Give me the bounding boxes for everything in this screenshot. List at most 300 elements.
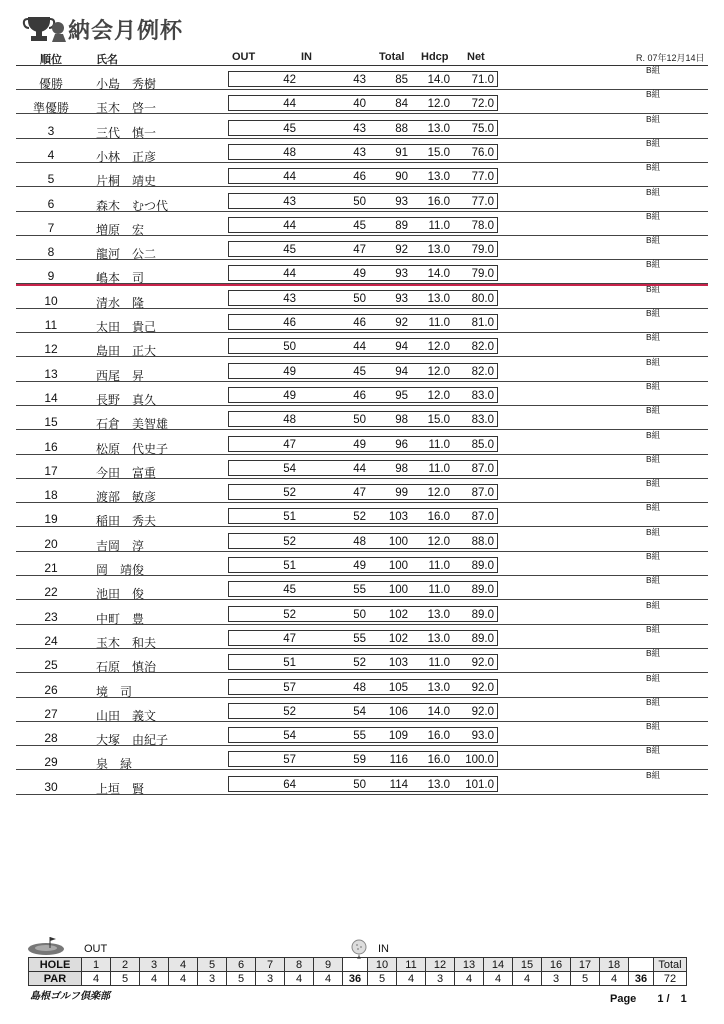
total-score: 114 [389,778,408,791]
hole-number: 16 [542,958,571,972]
net-score: 79.0 [471,268,494,281]
group-label: B組 [646,65,661,75]
group-label: B組 [646,696,661,707]
player-name: 三代 慎一 [96,125,157,140]
hole-number: 5 [198,958,227,972]
hole-number: 17 [571,958,600,972]
out-score: 46 [283,317,296,329]
group-label: B組 [646,308,661,318]
total-score: 96 [395,438,408,451]
group-label: B組 [646,599,661,610]
hdcp-value: 13.0 [427,778,450,791]
result-row [0,309,724,333]
net-score: 77.0 [471,195,494,208]
in-score: 50 [353,608,366,621]
group-label: B組 [646,648,661,659]
player-name: 龍河 公二 [96,247,157,262]
hole-par: 5 [368,972,397,986]
player-name: 玉木 和夫 [96,635,157,650]
player-name: 島田 正大 [96,344,157,359]
net-score: 92.0 [471,705,494,718]
group-label: B組 [646,623,661,634]
total-label: Total [654,958,687,972]
page-label: Page [610,993,637,1005]
in-score: 46 [353,317,366,329]
out-score: 54 [283,462,296,475]
in-score: 40 [353,98,366,111]
net-score: 92.0 [471,657,494,670]
out-score: 44 [283,171,296,184]
hdcp-value: 11.0 [428,560,450,572]
out-score: 52 [283,535,296,548]
par-label: PAR [29,972,82,986]
net-score: 71.0 [471,74,494,86]
out-subtotal-spacer [343,958,368,972]
group-label: B組 [646,551,661,561]
hdcp-value: 12.0 [427,389,450,402]
rank-cell: 26 [44,682,58,697]
hdcp-value: 13.0 [427,608,450,621]
hole-number: 11 [397,958,426,972]
out-score: 64 [283,778,296,791]
rank-cell: 3 [47,123,55,138]
hdcp-value: 12.0 [427,341,450,354]
rank-cell: 準優勝 [32,101,69,116]
result-row [0,552,724,576]
hole-par: 3 [256,972,285,986]
result-row [0,722,724,746]
total-score: 92 [395,317,408,329]
hole-row [29,958,687,972]
group-label: B組 [646,332,661,343]
hole-par: 3 [426,972,455,986]
out-score: 44 [283,219,296,232]
hole-par: 4 [82,972,111,986]
hole-number: 4 [169,958,198,972]
out-score: 49 [283,365,296,378]
result-row [0,479,724,503]
in-score: 45 [353,219,366,232]
player-name: 岡 靖俊 [96,563,145,577]
out-score: 45 [283,122,296,135]
player-name: 今田 富重 [96,465,157,480]
rank-cell: 7 [47,220,55,235]
rank-cell: 9 [47,269,55,284]
in-score: 52 [353,511,366,524]
player-name: 清水 隆 [96,295,145,310]
result-row [0,576,724,600]
hdcp-value: 11.0 [428,438,450,451]
net-score: 92.0 [471,681,494,694]
result-row [0,746,724,770]
hole-par: 4 [513,972,542,986]
out-score: 54 [283,730,296,743]
player-name: 大塚 由紀子 [96,733,169,748]
net-score: 88.0 [471,535,494,548]
group-label: B組 [646,526,661,537]
player-name: 嶋本 司 [96,271,145,286]
rank-cell: 30 [44,779,58,794]
player-name: 上垣 賢 [96,781,145,796]
total-score: 100 [388,535,408,548]
in-score: 47 [353,487,366,500]
hole-number: 12 [426,958,455,972]
in-score: 48 [353,681,366,694]
net-score: 89.0 [471,560,494,572]
col-header-name: 氏名 [96,54,118,66]
in-score: 44 [353,341,366,354]
course-par-table [28,957,687,986]
in-score: 49 [353,560,366,572]
total-score: 94 [395,365,408,378]
player-name: 森木 むつ代 [96,198,169,213]
result-row [0,625,724,649]
result-row [0,115,724,139]
in-score: 48 [353,535,366,548]
player-name: 渡部 敏彦 [96,490,157,505]
rank-cell: 14 [44,390,58,405]
rank-cell: 優勝 [38,77,63,91]
out-label: OUT [84,943,108,955]
hole-par: 4 [140,972,169,986]
hdcp-value: 11.0 [428,219,450,232]
total-score: 93 [395,195,408,208]
net-score: 79.0 [471,244,494,257]
result-row [0,601,724,625]
rank-cell: 21 [44,561,58,575]
total-score: 91 [395,146,408,159]
rank-cell: 6 [47,196,55,211]
total-score: 109 [388,730,408,743]
net-score: 93.0 [471,730,494,743]
hdcp-value: 12.0 [427,365,450,378]
result-row [0,698,724,722]
rank-cell: 29 [44,755,58,770]
total-score: 99 [395,487,408,500]
result-row [0,163,724,187]
hole-number: 14 [484,958,513,972]
rank-cell: 22 [44,585,58,600]
out-score: 47 [283,438,296,451]
player-name: 中町 豊 [96,611,145,626]
hole-par: 4 [600,972,629,986]
hdcp-value: 13.0 [427,681,450,694]
hdcp-value: 11.0 [428,584,450,597]
out-score: 45 [283,584,296,597]
net-score: 89.0 [471,584,494,597]
rank-cell: 5 [47,172,55,187]
total-score: 100 [388,584,408,597]
total-score: 98 [395,414,408,427]
hole-par: 4 [455,972,484,986]
in-score: 46 [353,389,366,402]
hdcp-value: 11.0 [428,462,450,475]
hole-par: 5 [111,972,140,986]
hdcp-value: 14.0 [427,705,450,718]
in-score: 43 [353,74,366,86]
golf-green-icon [26,934,70,956]
out-score: 52 [283,487,296,500]
hole-number: 1 [82,958,111,972]
total-score: 84 [395,98,408,111]
out-score: 57 [283,681,296,694]
hdcp-value: 14.0 [427,74,450,86]
rank-cell: 10 [44,293,58,308]
total-score: 105 [388,681,408,694]
hole-number: 8 [285,958,314,972]
rank-cell: 11 [44,318,58,332]
par-row [29,972,687,986]
total-score: 100 [388,560,408,572]
hole-number: 18 [600,958,629,972]
col-header-in: IN [301,51,312,63]
rank-cell: 27 [44,706,58,721]
cut-line [16,284,708,286]
hole-par: 5 [571,972,600,986]
group-label: B組 [646,380,661,391]
net-score: 83.0 [471,414,494,427]
hdcp-value: 16.0 [427,730,450,743]
hole-number: 6 [227,958,256,972]
out-score: 51 [283,657,296,670]
in-score: 50 [353,414,366,427]
net-score: 82.0 [471,341,494,354]
net-score: 82.0 [471,365,494,378]
group-label: B組 [646,721,661,732]
result-row [0,90,724,114]
out-score: 52 [283,705,296,718]
rank-cell: 28 [44,731,58,746]
group-label: B組 [646,137,661,148]
hole-par: 5 [227,972,256,986]
rank-cell: 16 [44,439,58,454]
net-score: 85.0 [471,438,494,451]
hdcp-value: 16.0 [427,754,450,767]
net-score: 76.0 [471,146,494,159]
total-score: 85 [395,74,408,86]
hdcp-value: 15.0 [427,414,450,427]
hole-number: 13 [455,958,484,972]
rank-cell: 18 [44,488,58,503]
page-title: 納会月例杯 [68,19,184,44]
player-name: 松原 代史子 [96,441,169,456]
rank-cell: 24 [44,633,58,648]
in-score: 50 [353,195,366,208]
page-indicator [610,990,687,1006]
net-score: 101.0 [465,778,494,791]
hole-number: 9 [314,958,343,972]
player-name: 稲田 秀夫 [96,514,157,529]
in-score: 49 [353,268,366,281]
player-name: 小林 正彦 [96,149,157,164]
result-row [0,260,724,284]
in-score: 46 [353,171,366,184]
result-row [0,188,724,212]
total-score: 88 [395,122,408,135]
group-label: B組 [646,210,661,221]
player-name: 山田 義文 [96,708,157,723]
result-row [0,649,724,673]
rank-cell: 13 [44,366,58,381]
rank-cell: 25 [44,658,58,673]
in-score: 50 [353,778,366,791]
result-row [0,771,724,795]
in-par-total: 36 [629,972,654,986]
hdcp-value: 11.0 [428,317,450,329]
group-label: B組 [646,356,661,367]
grand-par-total: 72 [654,972,687,986]
result-row [0,139,724,163]
col-header-rank: 順位 [40,54,62,66]
col-header-hdcp: Hdcp [421,51,449,63]
player-name: 石倉 美智雄 [96,417,169,432]
result-row [0,503,724,527]
player-name: 増原 宏 [96,222,145,237]
player-name: 太田 貴己 [96,320,157,334]
out-score: 51 [283,511,296,524]
in-score: 45 [353,365,366,378]
hdcp-value: 12.0 [427,487,450,500]
net-score: 75.0 [471,122,494,135]
in-score: 54 [353,705,366,718]
col-header-out: OUT [232,51,256,63]
group-label: B組 [646,283,661,294]
net-score: 87.0 [471,462,494,475]
player-name: 境 司 [96,684,133,699]
hole-par: 4 [169,972,198,986]
row-underline [16,794,708,795]
group-label: B組 [646,502,661,513]
total-score: 103 [388,511,408,524]
in-score: 50 [353,292,366,305]
total-score: 89 [395,219,408,232]
rank-cell: 19 [44,512,58,527]
in-score: 47 [353,244,366,257]
in-score: 52 [353,657,366,670]
out-score: 44 [283,98,296,111]
hdcp-value: 15.0 [427,146,450,159]
result-row [0,674,724,698]
hdcp-value: 16.0 [427,511,450,524]
hole-par: 4 [285,972,314,986]
hdcp-value: 13.0 [427,171,450,184]
player-name: 池田 俊 [96,587,145,602]
group-label: B組 [646,235,661,246]
player-name: 長野 真久 [96,392,157,407]
hdcp-value: 13.0 [427,632,450,645]
player-name: 泉 緑 [96,757,133,772]
col-header-net: Net [467,51,485,63]
in-score: 43 [353,146,366,159]
out-score: 47 [283,632,296,645]
total-score: 102 [388,608,408,621]
total-score: 98 [395,462,408,475]
result-row [0,455,724,479]
group-label: B組 [646,113,661,124]
total-score: 95 [395,389,408,402]
net-score: 87.0 [471,511,494,524]
hdcp-value: 13.0 [427,244,450,257]
group-label: B組 [646,769,661,780]
rank-cell: 15 [44,415,58,430]
rank-cell: 4 [47,147,55,162]
group-label: B組 [646,429,661,440]
result-row [0,212,724,236]
player-name: 小島 秀樹 [96,77,157,91]
total-score: 94 [395,341,408,354]
total-score: 103 [388,657,408,670]
in-score: 49 [353,438,366,451]
group-label: B組 [646,745,661,756]
player-name: 吉岡 淳 [96,538,145,553]
total-score: 93 [395,268,408,281]
result-row [0,333,724,357]
group-label: B組 [646,162,661,173]
hole-number: 2 [111,958,140,972]
rank-cell: 23 [44,609,58,624]
group-label: B組 [646,89,661,100]
total-score: 93 [395,292,408,305]
event-date: R. 07年12月14日 [636,53,705,63]
out-par-total: 36 [343,972,368,986]
result-row [0,285,724,309]
hole-par: 4 [484,972,513,986]
trophy-icon [22,14,66,44]
in-score: 55 [353,584,366,597]
group-label: B組 [646,672,661,683]
total-score: 92 [395,244,408,257]
hole-label: HOLE [29,958,82,972]
out-score: 44 [283,268,296,281]
out-score: 43 [283,195,296,208]
in-score: 43 [353,122,366,135]
net-score: 72.0 [471,98,494,111]
total-score: 106 [388,705,408,718]
hole-par: 4 [397,972,426,986]
net-score: 80.0 [471,292,494,305]
out-score: 49 [283,389,296,402]
result-row [0,406,724,430]
in-score: 59 [353,754,366,767]
out-score: 50 [283,341,296,354]
total-score: 102 [388,632,408,645]
out-score: 42 [283,74,296,86]
in-subtotal-spacer [629,958,654,972]
out-score: 57 [283,754,296,767]
out-score: 43 [283,292,296,305]
rank-cell: 17 [44,463,58,478]
out-score: 52 [283,608,296,621]
hole-par: 4 [314,972,343,986]
player-name: 西尾 昇 [96,368,145,383]
result-row [0,528,724,552]
hdcp-value: 12.0 [427,535,450,548]
in-label: IN [378,943,389,955]
hole-number: 3 [140,958,169,972]
net-score: 89.0 [471,632,494,645]
group-label: B組 [646,405,661,416]
group-label: B組 [646,453,661,464]
rank-cell: 8 [47,245,55,260]
out-score: 45 [283,244,296,257]
out-score: 48 [283,414,296,427]
net-score: 81.0 [471,317,494,329]
club-name: 島根ゴルフ倶楽部 [30,991,110,1002]
result-row [0,358,724,382]
hdcp-value: 16.0 [427,195,450,208]
out-score: 48 [283,146,296,159]
in-score: 44 [353,462,366,475]
